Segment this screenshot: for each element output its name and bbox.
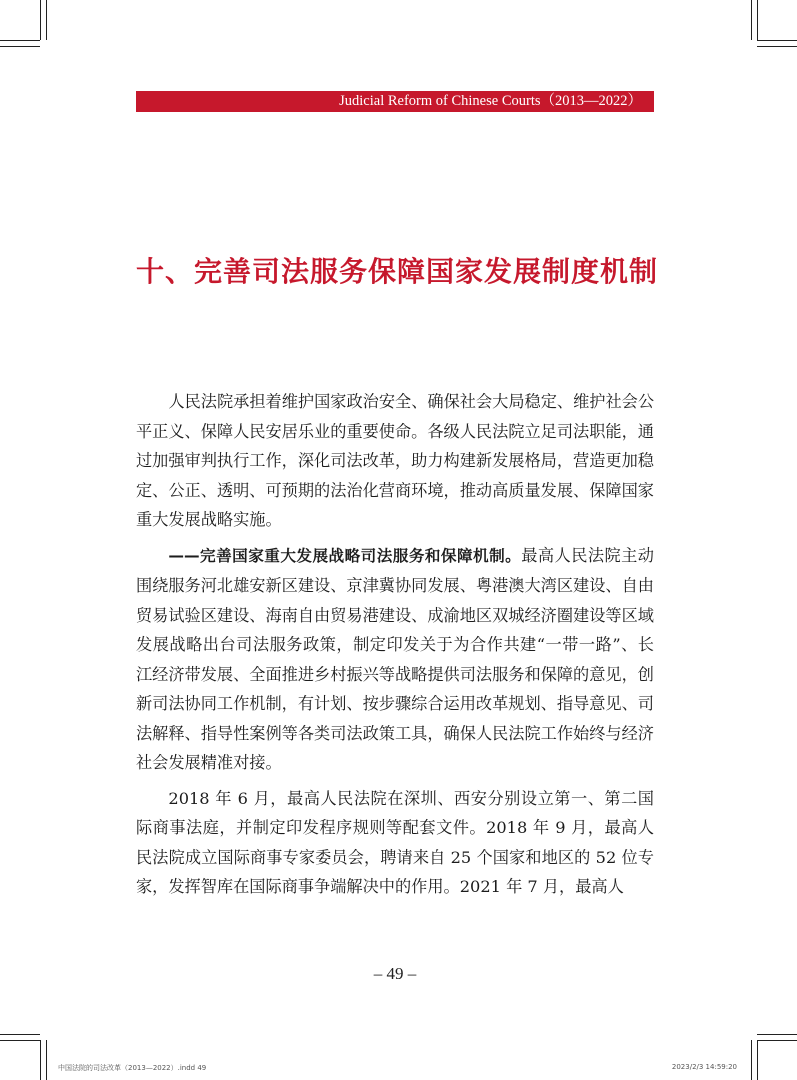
crop-mark xyxy=(46,0,47,40)
crop-mark xyxy=(0,1040,40,1041)
crop-mark xyxy=(751,0,752,40)
crop-mark xyxy=(757,1040,758,1080)
paragraph-body: 最高人民法院主动围绕服务河北雄安新区建设、京津冀协同发展、粤港澳大湾区建设、自由贸易试验区建设、海南自由贸易港建设、成渝地区双城经济圈建设等区域发展战略出台司法服务政策，制定印发关于为合作共建“一带一路”、长江经济带发展、全面推进乡村振兴等战略提供司法服务和保障的意见，创新司法协同工作机制，有计划、按步骤综合运用改革规划、指导意见、司法解释、指导性案例等各类司法政策工具，确保人民法院工作始终与经济社会发展精准对接。 xyxy=(136,545,654,772)
crop-mark xyxy=(0,46,40,47)
crop-mark xyxy=(40,1040,41,1080)
paragraph xyxy=(136,541,654,778)
crop-mark xyxy=(757,46,797,47)
paragraph: 2018 年 6 月，最高人民法院在深圳、西安分别设立第一、第二国际商事法庭，并制定印发程序规则等配套文件。2018 年 9 月，最高人民法院成立国际商事专家委员会，聘请来自 25 个国家和地区的 52 位专家，发挥智库在国际商事争端解决中的作用。2021 年 7 月，最高人 xyxy=(136,788,654,896)
crop-mark xyxy=(757,1034,797,1035)
crop-mark xyxy=(751,1040,752,1080)
paragraph: 人民法院承担着维护国家政治安全、确保社会大局稳定、维护社会公平正义、保障人民安居乐业的重要使命。各级人民法院立足司法职能，通过加强审判执行工作，深化司法改革，助力构建新发展格局，营造更加稳定、公正、透明、可预期的法治化营商环境，推动高质量发展、保障国家重大发展战略实施。 xyxy=(136,392,655,529)
crop-mark xyxy=(757,0,758,40)
crop-mark xyxy=(0,1034,40,1035)
page-number: – 49 – xyxy=(373,964,417,983)
slug-filename: 中国法院的司法改革（2013—2022）.indd 49 xyxy=(58,1064,207,1072)
crop-mark xyxy=(757,1040,797,1041)
slug-timestamp: 2023/2/3 14:59:20 xyxy=(671,1063,737,1071)
paragraph-lead: ——完善国家重大发展战略司法服务和保障机制。 xyxy=(168,546,522,565)
crop-mark xyxy=(757,40,797,41)
running-header-text: Judicial Reform of Chinese Courts（2013—2022） xyxy=(339,93,642,109)
crop-mark xyxy=(0,40,40,41)
crop-mark xyxy=(40,0,41,40)
running-header-bar xyxy=(136,91,654,112)
crop-mark xyxy=(46,1040,47,1080)
section-title: 十、完善司法服务保障国家发展制度机制 xyxy=(136,255,659,288)
body-text xyxy=(136,387,654,902)
